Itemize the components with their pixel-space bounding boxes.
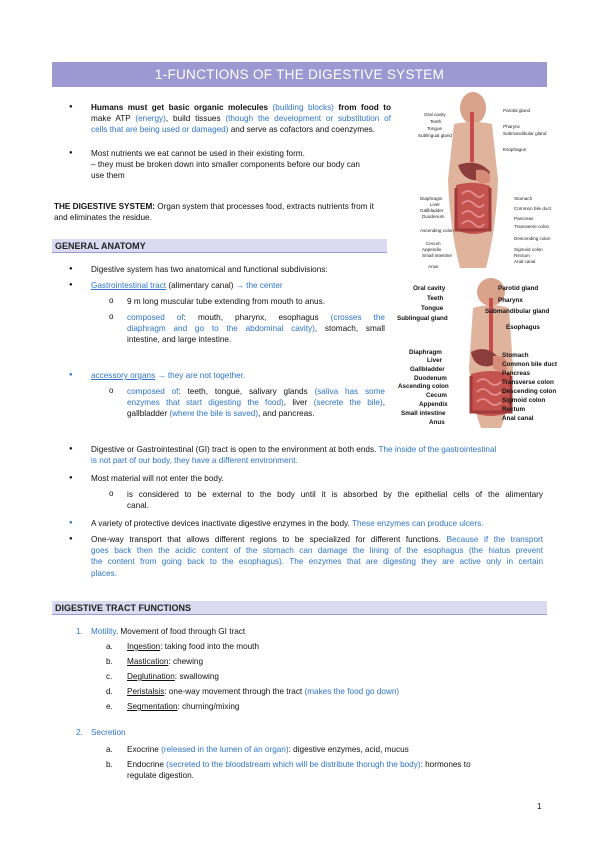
figure-label: Duodenum [422, 214, 445, 219]
figure-label: Parotid gland [498, 285, 539, 292]
anatomy-bullet-7: ● One-way transport that allows different regions to be specialized for different functions. Because if the transport goes back then the acidic content of the stomach can damage the lining of the esophagus (the hiatus prevent the content from going back to the esophagus). The enzymes that are digesting they are active only in certain places. [91, 534, 543, 579]
list-item: Mastication: chewing [127, 657, 204, 666]
figure-label: Tongue [427, 126, 443, 131]
figure-label: Sigmoid colon [514, 247, 543, 252]
figure-label: Anal canal [502, 415, 534, 422]
anatomy-sub-4: o is considered to be external to the body until it is absorbed by the epithelial cells of the alimentary canal. [127, 489, 543, 511]
figure-label: Duodenum [414, 375, 447, 382]
list-item: Deglutination: swallowing [127, 672, 219, 681]
anatomy-sub-2: o composed of: mouth, pharynx, esophagus (crosses the diaphragm and go to the abdominal cavity), stomach, small intestine, and large intestine. [127, 312, 385, 346]
anatomy-bullet-1: ● Digestive system has two anatomical and functional subdivisions: [91, 264, 328, 275]
figure-label: Liver [427, 357, 443, 364]
list-item: Segmentation: churning/mixing [127, 702, 240, 711]
anatomy-bullet-3: ● accessory organs → they are not together. [91, 370, 245, 381]
list-letter: b. [106, 760, 113, 769]
intro-bullet-2: ● Most nutrients we eat cannot be used in their existing form. – they must be broken down into smaller components before our body can use them [91, 148, 391, 182]
anatomy-bullet-5: ● Most material will not enter the body. [91, 473, 224, 484]
section-general-anatomy: GENERAL ANATOMY [52, 239, 387, 253]
anatomy-sub-3: o composed of: teeth, tongue, salivary glands (saliva has some enzymes that start digesting the food), liver (secrete the bile), gallbladder (where the bile is saved), and pancreas. [127, 386, 385, 420]
figure-label: Sublingual gland [397, 315, 448, 322]
list-letter: c. [106, 672, 113, 681]
section-digestive-tract-functions: DIGESTIVE TRACT FUNCTIONS [52, 601, 547, 615]
figure-label: Stomach [502, 352, 529, 359]
figure-label: Parotid gland [503, 108, 531, 113]
anatomy-sub-1: o 9 m long muscular tube extending from mouth to anus. [127, 296, 325, 307]
figure-label: Descending colon [502, 388, 557, 395]
figure-label: Transverse colon [502, 379, 554, 386]
figure-label: Pancreas [502, 370, 531, 377]
intro-bullet-1: ● Humans must get basic organic molecules (building blocks) from food to make ATP (energy), build tissues (though the development or substitution of cells that are being used or damaged) and serve as cofactors and coenzymes. [91, 102, 391, 136]
figure-label: Sigmoid colon [502, 397, 546, 404]
list-letter: b. [106, 657, 113, 666]
list-letter: e. [106, 702, 113, 711]
figure-label: Cecum [426, 392, 447, 399]
figure-label: Tongue [421, 305, 444, 312]
figure-label: Transverse colon [514, 224, 550, 229]
list-letter: d. [106, 687, 113, 696]
anatomy-bullet-2: ● Gastrointestinal tract (alimentary canal) → the center [91, 280, 283, 291]
figure-label: Ascending colon [420, 228, 454, 233]
figure-label: Rectum [514, 253, 530, 258]
figure-label: Oral cavity [413, 285, 446, 292]
anatomy-bullet-6: ● A variety of protective devices inactivate digestive enzymes in the body. These enzymes can produce ulcers. [91, 518, 483, 529]
figure-label: Diaphragm [409, 349, 442, 356]
figure-label: Common bile duct [514, 206, 552, 211]
figure-label: Stomach [514, 196, 533, 201]
figure-label: Common bile duct [502, 361, 557, 368]
figure-label: Appendix [419, 401, 448, 408]
function-motility: Motility. Movement of food through GI tract [91, 627, 246, 636]
figure-label: Anus [429, 419, 445, 426]
figure-label: Anus [428, 264, 439, 269]
figure-label: Appendix [422, 247, 442, 252]
figure-label: Esophagus [506, 324, 540, 331]
figure-label: Rectum [502, 406, 526, 413]
list-item: Ingestion: taking food into the mouth [127, 642, 260, 651]
figure-label: Pharynx [503, 124, 520, 129]
figure-label: Pancreas [514, 216, 534, 221]
list-item: Exocrine (released in the lumen of an organ): digestive enzymes, acid, mucus [127, 745, 409, 754]
figure-label: Submandibular gland [503, 131, 547, 136]
function-secretion: Secretion [91, 728, 126, 737]
figure-label: Submandibular gland [485, 308, 550, 315]
figure-label: Esophagus [503, 147, 526, 152]
figure-label: Diaphragm [420, 196, 443, 201]
figure-label: Gallbladder [420, 208, 444, 213]
list-number: 1. [76, 627, 83, 636]
figure-label: Sublingual gland [418, 133, 452, 138]
figure-label: Small intestine [401, 410, 446, 417]
definition: THE DIGESTIVE SYSTEM: Organ system that processes food, extracts nutrients from it and eliminates the residue. [54, 202, 374, 223]
anatomy-bullet-4: ● Digestive or Gastrointestinal (GI) tract is open to the environment at both ends. The inside of the gastrointestinal is not part of our body, they have a different environment. [91, 444, 543, 466]
figure-label: Pharynx [498, 297, 523, 304]
figure-label: Ascending colon [398, 383, 449, 390]
page-title: 1-FUNCTIONS OF THE DIGESTIVE SYSTEM [52, 62, 547, 87]
list-item: Peristalsis: one-way movement through the tract (makes the food go down) [127, 687, 400, 696]
figure-label: Oral cavity [424, 112, 446, 117]
figure-label: Gallbladder [410, 366, 445, 373]
page-number: 1 [537, 802, 542, 811]
figure-label: Teeth [430, 119, 442, 124]
list-number: 2. [76, 728, 83, 737]
figure-label: Liver [430, 202, 440, 207]
figure-label: Teeth [427, 295, 444, 302]
figure-label: Cecum [426, 241, 441, 246]
figure-label: Descending colon [514, 236, 551, 241]
figure-label: Small intestine [422, 253, 452, 258]
figure-label: Anal canal [514, 259, 536, 264]
list-item: Endocrine (secreted to the bloodstream which will be distribute thorugh the body): hormones to regulate digestion. [127, 760, 471, 781]
list-letter: a. [106, 745, 113, 754]
list-letter: a. [106, 642, 113, 651]
